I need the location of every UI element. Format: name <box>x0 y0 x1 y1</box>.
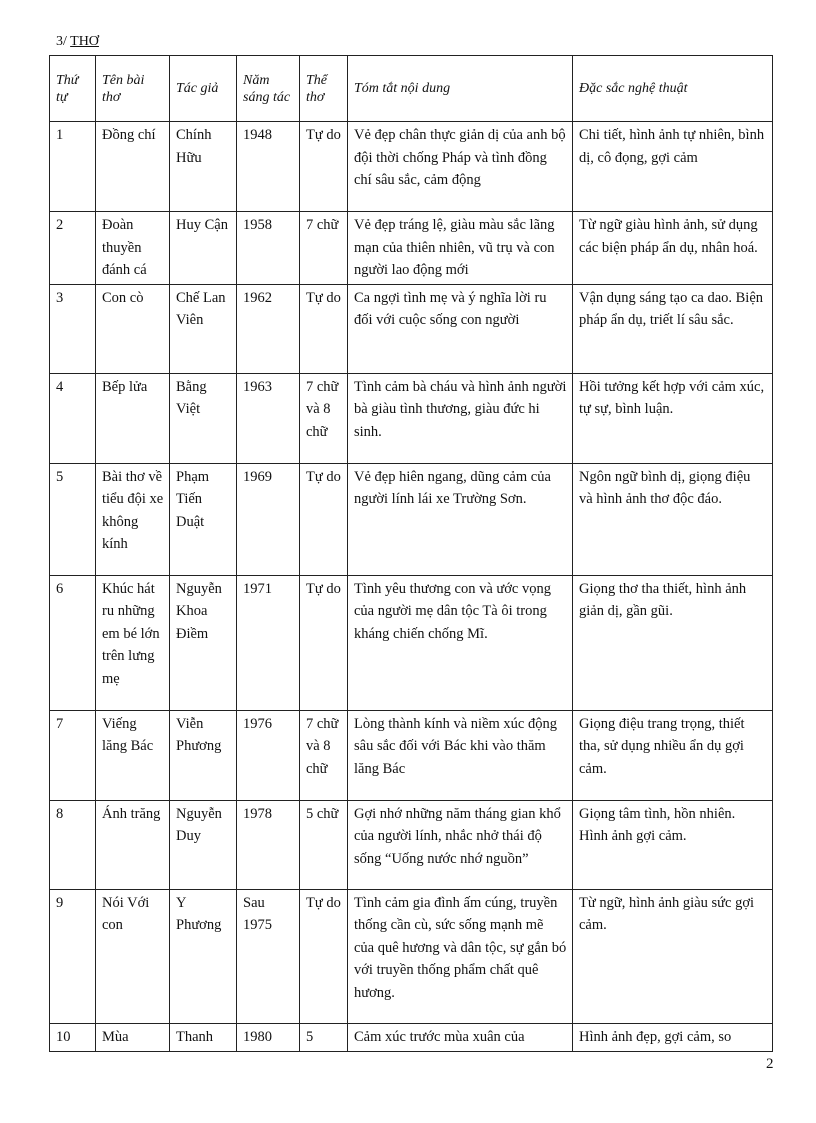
cell-art: Vận dụng sáng tạo ca dao. Biện pháp ẩn dụ, triết lí sâu sắc. <box>573 284 773 373</box>
cell-stt: 8 <box>50 800 96 889</box>
cell-form: 5 chữ <box>300 800 348 889</box>
cell-author: Nguyễn Khoa Điềm <box>170 575 237 710</box>
section-heading <box>56 34 99 50</box>
page-number: 2 <box>766 1056 774 1072</box>
table-row <box>50 889 773 1023</box>
cell-title: Bài thơ về tiểu đội xe không kính <box>96 463 170 575</box>
cell-summary: Vẻ đẹp hiên ngang, dũng cảm của người lính lái xe Trường Sơn. <box>348 463 573 575</box>
cell-year: 1962 <box>237 284 300 373</box>
cell-summary: Lòng thành kính và niềm xúc động sâu sắc đối với Bác khi vào thăm lăng Bác <box>348 710 573 800</box>
cell-year: 1969 <box>237 463 300 575</box>
cell-stt: 4 <box>50 373 96 463</box>
table-row <box>50 575 773 710</box>
table-row <box>50 373 773 463</box>
cell-stt: 9 <box>50 889 96 1023</box>
cell-summary: Cảm xúc trước mùa xuân của <box>348 1023 573 1051</box>
cell-year: 1958 <box>237 212 300 285</box>
table-row <box>50 463 773 575</box>
cell-year: Sau 1975 <box>237 889 300 1023</box>
cell-art: Giọng điệu trang trọng, thiết tha, sử dụng nhiều ẩn dụ gợi cảm. <box>573 710 773 800</box>
cell-summary: Tình yêu thương con và ước vọng của người mẹ dân tộc Tà ôi trong kháng chiến chống Mĩ. <box>348 575 573 710</box>
cell-art: Giọng thơ tha thiết, hình ảnh giản dị, gần gũi. <box>573 575 773 710</box>
cell-stt: 5 <box>50 463 96 575</box>
table-row <box>50 800 773 889</box>
cell-form: 7 chữ và 8 chữ <box>300 373 348 463</box>
cell-title: Khúc hát ru những em bé lớn trên lưng mẹ <box>96 575 170 710</box>
cell-title: Viếng lăng Bác <box>96 710 170 800</box>
cell-form: 7 chữ và 8 chữ <box>300 710 348 800</box>
cell-stt: 1 <box>50 122 96 212</box>
cell-art: Ngôn ngữ bình dị, giọng điệu và hình ảnh thơ độc đáo. <box>573 463 773 575</box>
cell-stt: 6 <box>50 575 96 710</box>
header-summary: Tóm tắt nội dung <box>348 56 573 122</box>
cell-art: Từ ngữ, hình ảnh giàu sức gợi cảm. <box>573 889 773 1023</box>
cell-summary: Vẻ đẹp chân thực giản dị của anh bộ đội thời chống Pháp và tình đồng chí sâu sắc, cảm động <box>348 122 573 212</box>
cell-form: Tự do <box>300 122 348 212</box>
cell-year: 1976 <box>237 710 300 800</box>
cell-form: 7 chữ <box>300 212 348 285</box>
cell-author: Thanh <box>170 1023 237 1051</box>
cell-summary: Tình cảm gia đình ấm cúng, truyền thống cần cù, sức sống mạnh mẽ của quê hương và dân tộc, sự gắn bó với truyền thống phẩm chất quê hương. <box>348 889 573 1023</box>
section-prefix: 3/ <box>56 34 71 49</box>
cell-year: 1971 <box>237 575 300 710</box>
cell-year: 1948 <box>237 122 300 212</box>
cell-title: Đoàn thuyền đánh cá <box>96 212 170 285</box>
header-form: Thể thơ <box>300 56 348 122</box>
cell-art: Giọng tâm tình, hồn nhiên. Hình ảnh gợi cảm. <box>573 800 773 889</box>
cell-summary: Vẻ đẹp tráng lệ, giàu màu sắc lãng mạn của thiên nhiên, vũ trụ và con người lao động mới <box>348 212 573 285</box>
cell-author: Chính Hữu <box>170 122 237 212</box>
table-row <box>50 1023 773 1051</box>
cell-year: 1980 <box>237 1023 300 1051</box>
table-row <box>50 710 773 800</box>
cell-art: Hồi tưởng kết hợp với cảm xúc, tự sự, bình luận. <box>573 373 773 463</box>
cell-stt: 10 <box>50 1023 96 1051</box>
cell-summary: Tình cảm bà cháu và hình ảnh người bà giàu tình thương, giàu đức hi sinh. <box>348 373 573 463</box>
cell-author: Phạm Tiến Duật <box>170 463 237 575</box>
poem-table <box>49 55 773 1052</box>
header-art: Đặc sắc nghệ thuật <box>573 56 773 122</box>
cell-stt: 3 <box>50 284 96 373</box>
cell-summary: Ca ngợi tình mẹ và ý nghĩa lời ru đối với cuộc sống con người <box>348 284 573 373</box>
cell-form: Tự do <box>300 575 348 710</box>
cell-art: Hình ảnh đẹp, gợi cảm, so <box>573 1023 773 1051</box>
cell-stt: 2 <box>50 212 96 285</box>
cell-title: Bếp lửa <box>96 373 170 463</box>
cell-author: Huy Cận <box>170 212 237 285</box>
cell-author: Y Phương <box>170 889 237 1023</box>
header-title: Tên bài thơ <box>96 56 170 122</box>
cell-form: Tự do <box>300 889 348 1023</box>
header-author: Tác giả <box>170 56 237 122</box>
cell-form: Tự do <box>300 463 348 575</box>
table-header-row <box>50 56 773 122</box>
section-title: THƠ <box>70 34 99 49</box>
cell-title: Ánh trăng <box>96 800 170 889</box>
cell-year: 1978 <box>237 800 300 889</box>
header-year: Năm sáng tác <box>237 56 300 122</box>
cell-art: Chi tiết, hình ảnh tự nhiên, bình dị, cô đọng, gợi cảm <box>573 122 773 212</box>
cell-title: Đồng chí <box>96 122 170 212</box>
cell-stt: 7 <box>50 710 96 800</box>
cell-title: Nói Với con <box>96 889 170 1023</box>
cell-summary: Gợi nhớ những năm tháng gian khổ của người lính, nhắc nhở thái độ sống “Uống nước nhớ nguồn” <box>348 800 573 889</box>
table-row <box>50 122 773 212</box>
cell-title: Con cò <box>96 284 170 373</box>
cell-author: Chế Lan Viên <box>170 284 237 373</box>
cell-author: Viễn Phương <box>170 710 237 800</box>
cell-form: 5 <box>300 1023 348 1051</box>
table-row <box>50 212 773 285</box>
cell-author: Nguyễn Duy <box>170 800 237 889</box>
cell-author: Bằng Việt <box>170 373 237 463</box>
cell-art: Từ ngữ giàu hình ảnh, sử dụng các biện pháp ẩn dụ, nhân hoá. <box>573 212 773 285</box>
cell-form: Tự do <box>300 284 348 373</box>
table-row <box>50 284 773 373</box>
header-stt: Thứ tự <box>50 56 96 122</box>
cell-year: 1963 <box>237 373 300 463</box>
cell-title: Mùa <box>96 1023 170 1051</box>
